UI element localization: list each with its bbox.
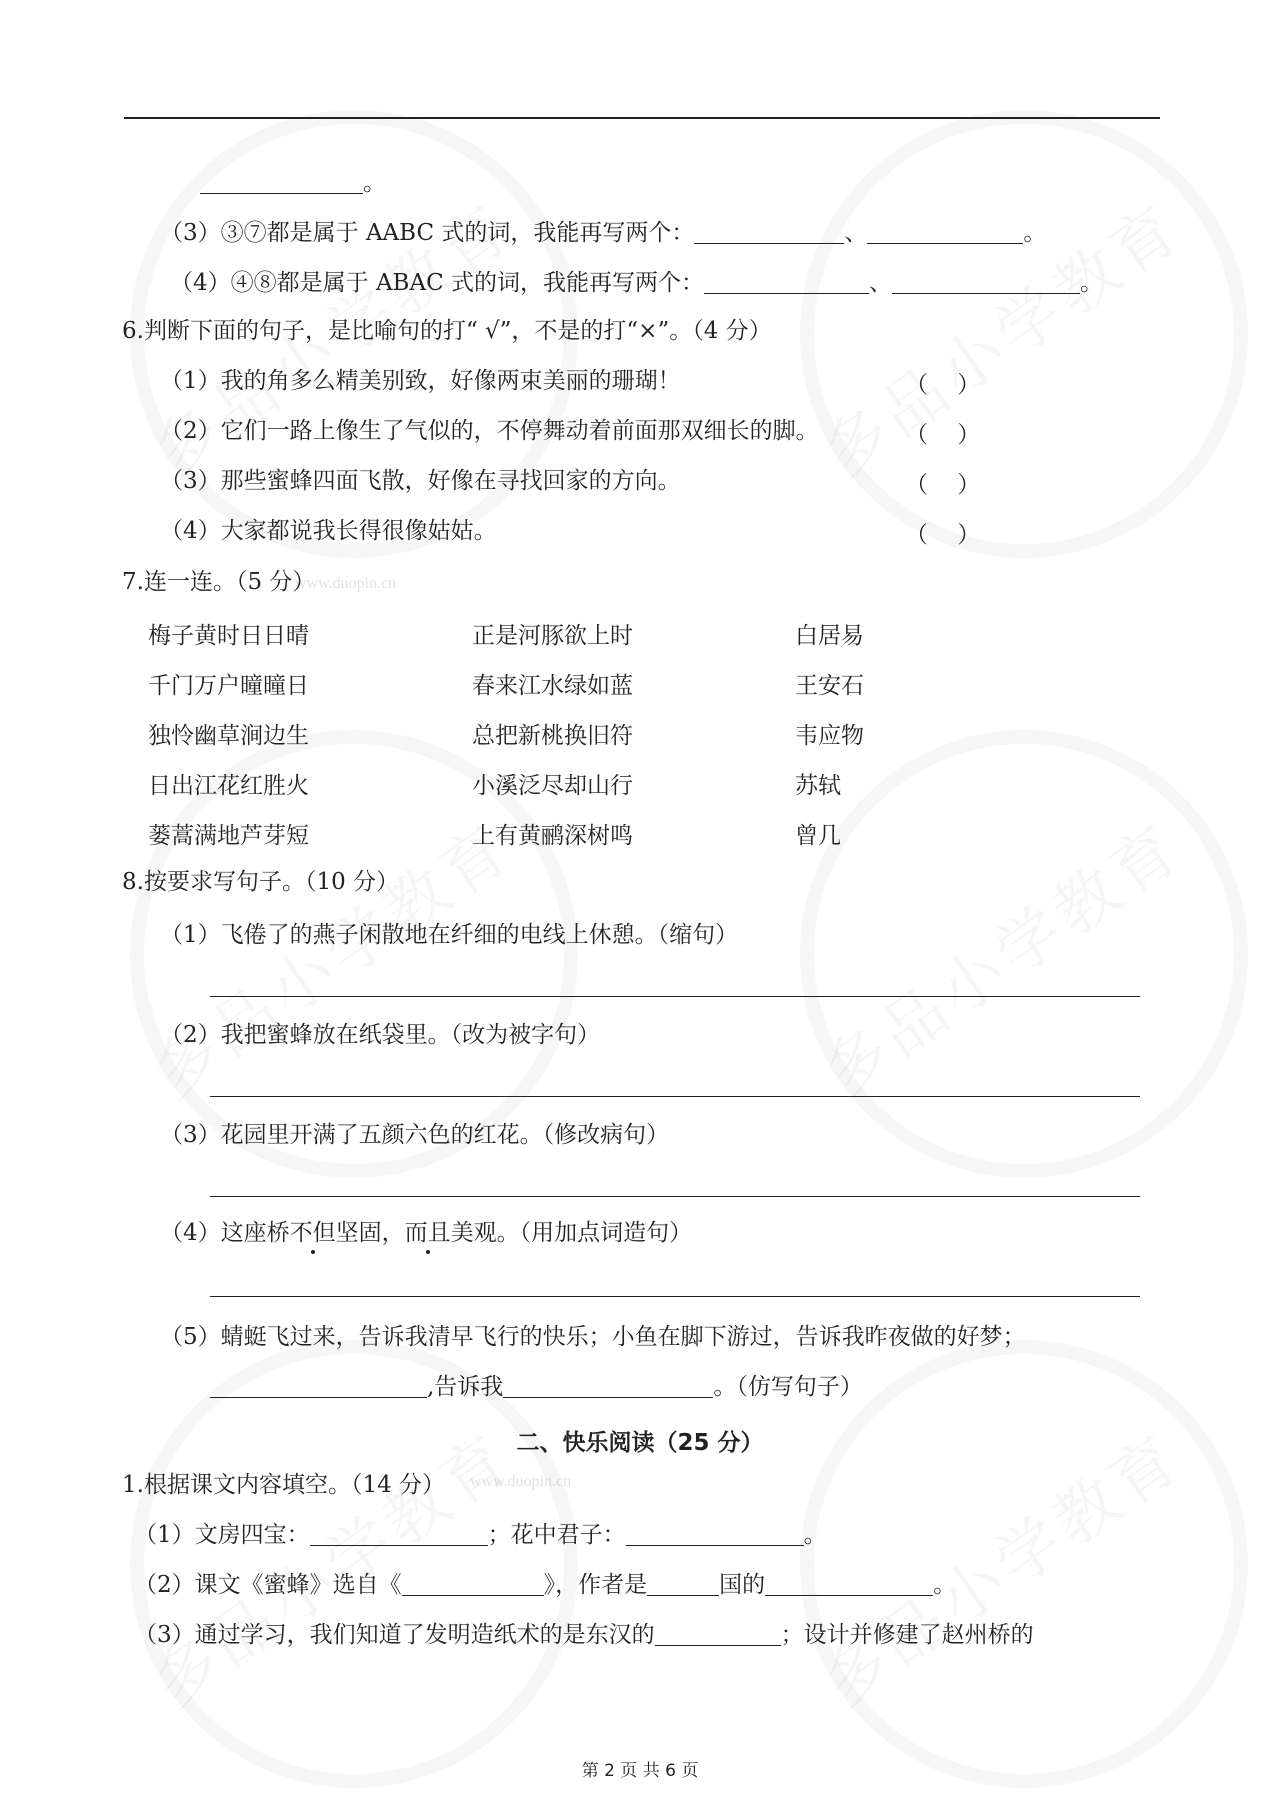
answer-blank[interactable]	[892, 271, 1080, 294]
answer-paren[interactable]: （ ）	[905, 472, 981, 498]
poem-line[interactable]: 梅子黄时日日晴	[148, 623, 309, 649]
question-8-title: 8.按要求写句子。（10 分）	[122, 869, 400, 895]
section-title: 二、快乐阅读（25 分）	[516, 1430, 764, 1456]
r1-item-2: （2）课文《蜜蜂》选自《 》，作者是 国的 。	[134, 1572, 957, 1598]
emphasis-word: 而且	[404, 1220, 451, 1246]
poem-line[interactable]: 小溪泛尽却山行	[472, 773, 633, 799]
page-footer: 第 2 页 共 6 页	[581, 1761, 699, 1781]
answer-blank[interactable]	[200, 171, 363, 194]
answer-blank[interactable]	[626, 1523, 804, 1546]
poet-name[interactable]: 苏轼	[795, 773, 841, 799]
poem-line[interactable]: 总把新桃换旧符	[472, 723, 633, 749]
q6-item: （3）那些蜜蜂四面飞散，好像在寻找回家的方向。	[160, 468, 681, 494]
q8-item-5: （5）蜻蜓飞过来，告诉我清早飞行的快乐；小鱼在脚下游过，告诉我昨夜做的好梦；	[160, 1324, 1026, 1350]
q8-item-4: （4）这座桥不但坚固，而且美观。（用加点词造句）	[160, 1220, 693, 1246]
poet-name[interactable]: 韦应物	[795, 723, 864, 749]
q6-item: （2）它们一路上像生了气似的，不停舞动着前面那双细长的脚。	[160, 418, 819, 444]
q5-item-4: （4）④⑧都是属于 ABAC 式的词，我能再写两个： 、 。	[170, 270, 1103, 296]
answer-line[interactable]	[210, 1196, 1140, 1197]
poem-line[interactable]: 日出江花红胜火	[148, 773, 309, 799]
question-6-title: 6.判断下面的句子，是比喻句的打“ √”，不是的打“×”。（4 分）	[122, 318, 772, 344]
answer-blank[interactable]	[704, 271, 869, 294]
poem-line[interactable]: 千门万户曈曈日	[148, 673, 309, 699]
question-7-title: 7.连一连。（5 分）	[122, 569, 316, 595]
q6-item: （4）大家都说我长得很像姑姑。	[160, 518, 497, 544]
answer-blank[interactable]	[310, 1523, 488, 1546]
r1-item-1: （1）文房四宝： ；花中君子： 。	[134, 1522, 827, 1548]
r1-item-3: （3）通过学习，我们知道了发明造纸术的是东汉的 ；设计并修建了赵州桥的	[134, 1622, 1034, 1648]
q5-item-3: （3）③⑦都是属于 AABC 式的词，我能再写两个： 、 。	[160, 220, 1047, 246]
poet-name[interactable]: 王安石	[795, 673, 864, 699]
header-rule	[124, 117, 1160, 119]
answer-paren[interactable]: （ ）	[905, 522, 981, 548]
q6-item: （1）我的角多么精美别致，好像两束美丽的珊瑚！	[160, 368, 681, 394]
answer-blank[interactable]	[402, 1573, 544, 1596]
poem-line[interactable]: 正是河豚欲上时	[472, 623, 633, 649]
answer-line[interactable]	[210, 1096, 1140, 1097]
answer-paren[interactable]: （ ）	[905, 422, 981, 448]
answer-line[interactable]	[210, 1296, 1140, 1297]
answer-line[interactable]	[210, 996, 1140, 997]
poet-name[interactable]: 曾几	[795, 823, 841, 849]
answer-blank[interactable]	[503, 1375, 713, 1398]
q8-item-5-blanks: ,告诉我 。（仿写句子）	[210, 1372, 863, 1402]
answer-blank[interactable]	[867, 221, 1023, 244]
poem-line[interactable]: 蒌蒿满地芦芽短	[148, 823, 309, 849]
answer-paren[interactable]: （ ）	[905, 372, 981, 398]
poem-line[interactable]: 春来江水绿如蓝	[472, 673, 633, 699]
answer-blank[interactable]	[647, 1573, 719, 1596]
answer-blank[interactable]	[694, 221, 844, 244]
answer-blank[interactable]	[765, 1573, 933, 1596]
poem-line[interactable]: 独怜幽草涧边生	[148, 723, 309, 749]
q8-item-2: （2）我把蜜蜂放在纸袋里。（改为被字句）	[160, 1022, 601, 1048]
reading-question-1-title: 1.根据课文内容填空。（14 分）	[122, 1472, 446, 1498]
q8-item-3: （3）花园里开满了五颜六色的红花。（修改病句）	[160, 1122, 670, 1148]
answer-blank[interactable]	[655, 1623, 781, 1646]
poem-line[interactable]: 上有黄鹂深树鸣	[472, 823, 633, 849]
emphasis-word: 不但	[289, 1220, 336, 1246]
poet-name[interactable]: 白居易	[795, 623, 864, 649]
q8-item-1: （1）飞倦了的燕子闲散地在纤细的电线上休憩。（缩句）	[160, 922, 739, 948]
answer-blank[interactable]	[210, 1375, 427, 1398]
q5-continuation: 。	[200, 168, 386, 198]
watermark-url: www.duopin.cn	[295, 575, 397, 592]
watermark-url: www.duopin.cn	[470, 1473, 572, 1490]
